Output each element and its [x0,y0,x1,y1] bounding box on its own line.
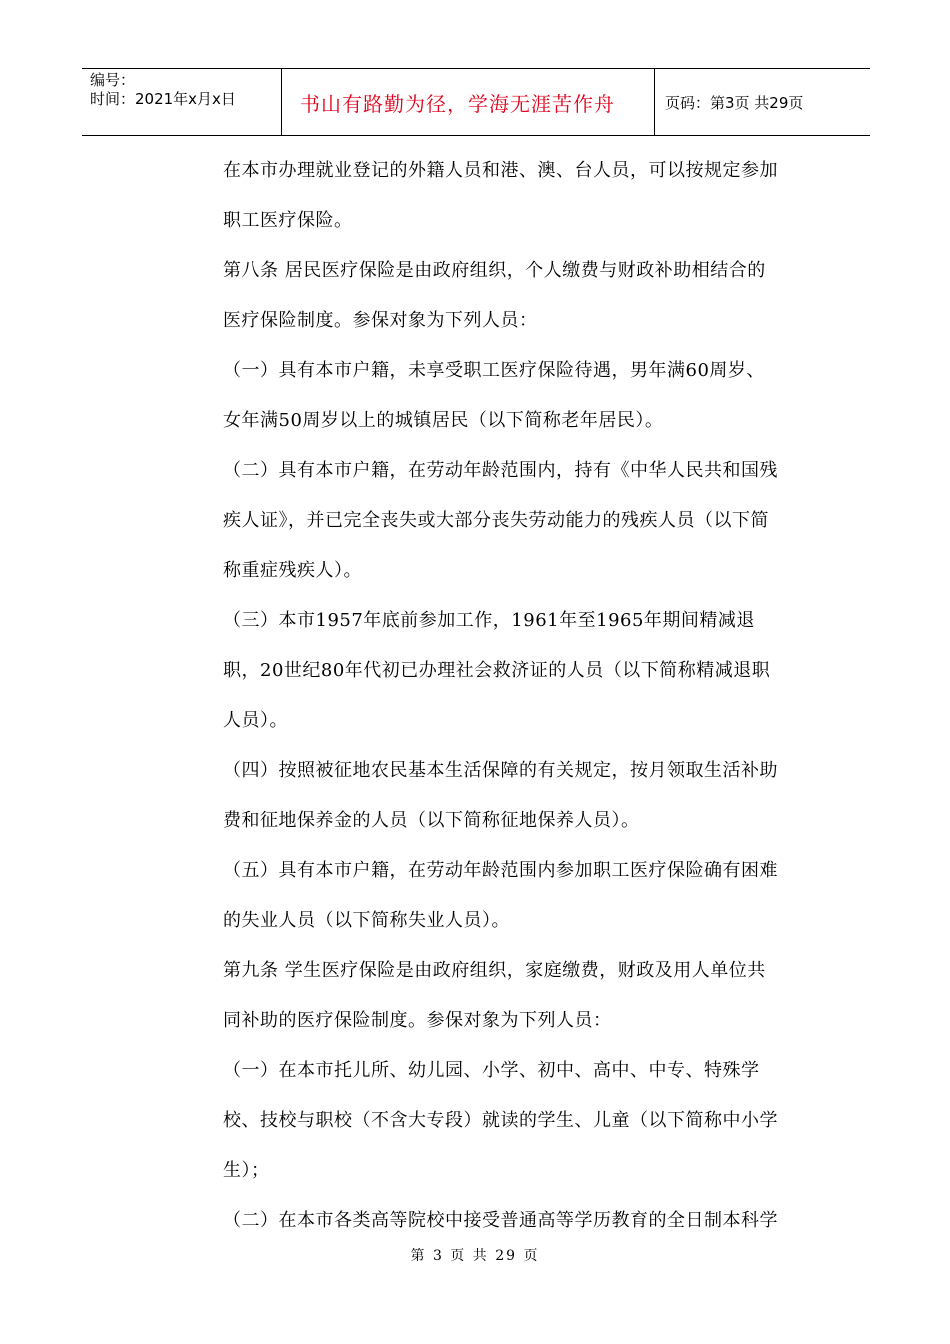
text-line: 在本市办理就业登记的外籍人员和港、澳、台人员，可以按规定参加 [223,160,778,181]
text-line: 医疗保险制度。参保对象为下列人员： [223,310,538,331]
text-line: （二）在本市各类高等院校中接受普通高等学历教育的全日制本科学 [223,1210,778,1231]
document-date-label: 时间：2021年x月x日 [90,90,236,108]
text-line: （三）本市1957年底前参加工作，1961年至1965年期间精减退 [223,610,755,631]
text-line: 费和征地保养金的人员（以下简称征地保养人员）。 [223,810,640,831]
page-header [82,68,870,136]
document-body [223,146,813,1246]
text-line: 疾人证》，并已完全丧失或大部分丧失劳动能力的残疾人员（以下简 [223,510,769,531]
text-line: 校、技校与职校（不含大专段）就读的学生、儿童（以下简称中小学 [223,1110,778,1131]
text-line: （一）具有本市户籍，未享受职工医疗保险待遇，男年满60周岁、 [223,360,765,381]
header-page-info: 页码：第3页 共29页 [665,93,804,112]
header-motto: 书山有路勤为径，学海无涯苦作舟 [282,69,655,135]
text-line: 的失业人员（以下简称失业人员）。 [223,910,510,931]
article-8-heading: 第八条 居民医疗保险是由政府组织，个人缴费与财政补助相结合的 [223,260,766,281]
article-9-heading: 第九条 学生医疗保险是由政府组织，家庭缴费，财政及用人单位共 [223,960,766,981]
text-line: 生）； [223,1160,270,1181]
text-line: 称重症残疾人）。 [223,560,362,581]
text-line: 女年满50周岁以上的城镇居民（以下简称老年居民）。 [223,410,664,431]
text-line: （四）按照被征地农民基本生活保障的有关规定，按月领取生活补助 [223,760,778,781]
document-number-label: 编号： [90,71,136,89]
text-line: （五）具有本市户籍，在劳动年龄范围内参加职工医疗保险确有困难 [223,860,778,881]
text-line: （一）在本市托儿所、幼儿园、小学、初中、高中、中专、特殊学 [223,1060,760,1081]
text-line: 人员）。 [223,710,288,731]
page-footer: 第 3 页 共 29 页 [410,1248,540,1264]
text-line: 职，20世纪80年代初已办理社会救济证的人员（以下简称精减退职 [223,660,771,681]
text-line: 同补助的医疗保险制度。参保对象为下列人员： [223,1010,612,1031]
header-meta [82,69,282,135]
text-line: 职工医疗保险。 [223,210,353,231]
text-line: （二）具有本市户籍，在劳动年龄范围内，持有《中华人民共和国残 [223,460,778,481]
